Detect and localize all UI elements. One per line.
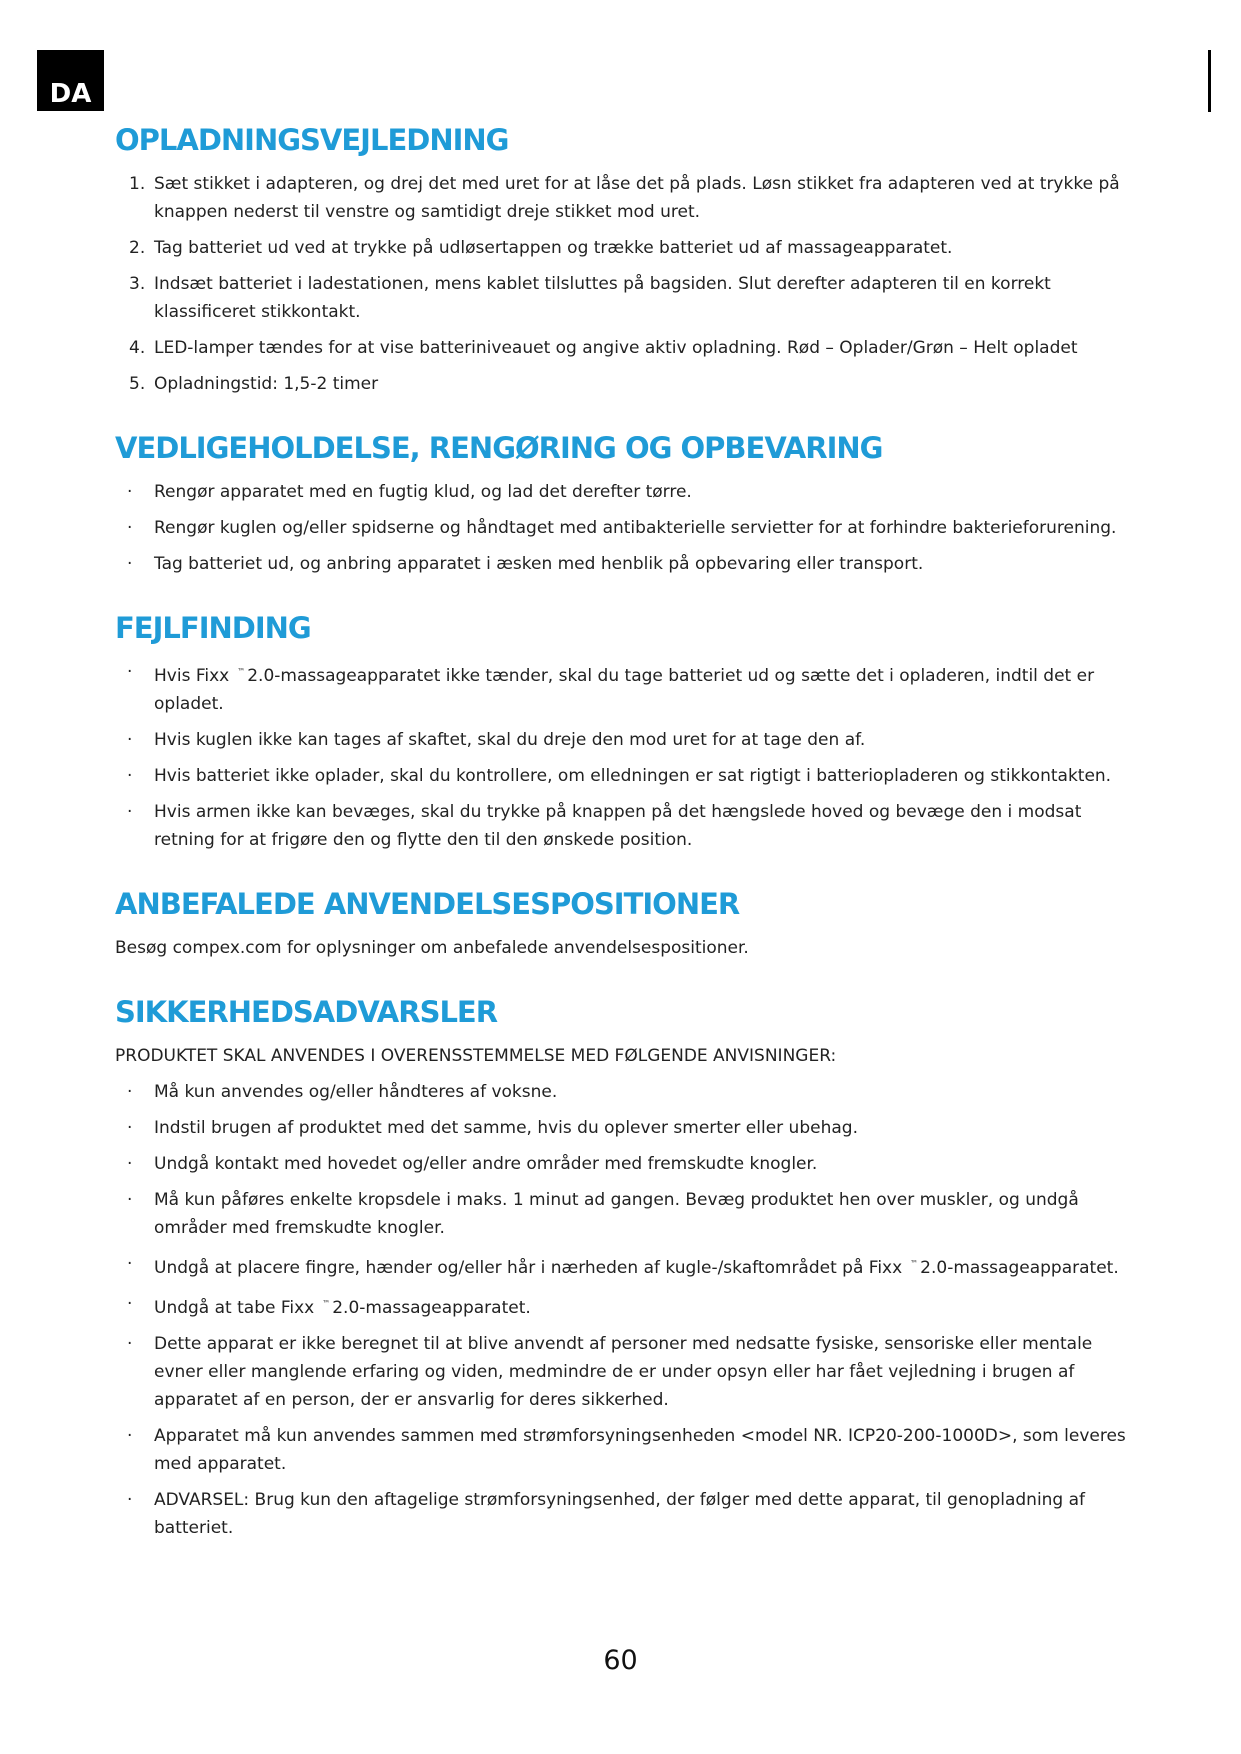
list-item-text: Dette apparat er ikke beregnet til at blive anvendt af personer med nedsatte fysiske, sensoriske eller mentale evner eller manglende erfaring og viden, medmindre de er under opsyn eller har fået vejledning i brugen af apparatet af en person, der er ansvarlig for deres sikkerhed. [154, 1334, 1093, 1410]
safety-section [115, 992, 1135, 1542]
list-item [115, 1330, 1135, 1414]
safety-intro: PRODUKTET SKAL ANVENDES I OVERENSSTEMMELSE MED FØLGENDE ANVISNINGER: [115, 1046, 837, 1066]
charging-section [115, 120, 1135, 398]
list-item [115, 658, 1135, 718]
list-number: 5. [129, 374, 146, 394]
list-item-text: Undgå kontakt med hovedet og/eller andre områder med fremskudte knogler. [154, 1154, 818, 1174]
bullet-marker: · [127, 1490, 133, 1510]
list-item-text: Opladningstid: 1,5-2 timer [154, 374, 379, 394]
list-number: 1. [129, 174, 146, 194]
list-item-text: Apparatet må kun anvendes sammen med strømforsyningsenheden <model NR. ICP20-200-1000D>, som leveres med apparatet. [154, 1426, 1126, 1474]
charging-heading: OPLADNINGSVEJLEDNING [115, 123, 509, 157]
charging-list [115, 170, 1135, 398]
list-item-text-end: 2.0-massageapparatet ikke tænder, skal du tage batteriet ud og sætte det i opladeren, indtil det er opladet. [154, 666, 1095, 714]
corner-rule [1208, 50, 1211, 112]
list-item [115, 1250, 1135, 1282]
trademark-symbol: ™ [910, 1259, 919, 1268]
safety-list [115, 1078, 1135, 1542]
page-number: 60 [603, 1645, 638, 1676]
bullet-marker: · [127, 662, 133, 682]
list-item [115, 370, 1135, 398]
list-item [115, 1150, 1135, 1178]
list-number: 3. [129, 274, 146, 294]
list-item-text: LED-lamper tændes for at vise batteriniveauet og angive aktiv opladning. Rød – Oplader/Grøn – Helt opladet [154, 338, 1078, 358]
bullet-marker: · [127, 1426, 133, 1446]
bullet-marker: · [127, 802, 133, 822]
list-item [115, 1078, 1135, 1106]
list-item-text: Indstil brugen af produktet med det samme, hvis du oplever smerter eller ubehag. [154, 1118, 858, 1138]
list-item [115, 550, 1135, 578]
list-item-text-start: Undgå at tabe Fixx [154, 1298, 315, 1318]
troubleshooting-heading: FEJLFINDING [115, 611, 311, 645]
list-item [115, 514, 1135, 542]
list-item-text: Hvis kuglen ikke kan tages af skaftet, skal du dreje den mod uret for at tage den af. [154, 730, 866, 750]
language-badge [37, 50, 104, 111]
list-item [115, 170, 1135, 226]
list-item-text-start: Hvis Fixx [154, 666, 230, 686]
troubleshooting-section [115, 608, 1135, 854]
bullet-marker: · [127, 554, 133, 574]
maintenance-heading: VEDLIGEHOLDELSE, RENGØRING OG OPBEVARING [115, 431, 883, 465]
bullet-marker: · [127, 1334, 133, 1354]
maintenance-section [115, 428, 1135, 578]
positions-text: Besøg compex.com for oplysninger om anbefalede anvendelsespositioner. [115, 938, 749, 958]
list-item [115, 762, 1135, 790]
list-item [115, 1422, 1135, 1478]
bullet-marker: · [127, 1254, 133, 1274]
positions-section [115, 884, 1135, 962]
list-item [115, 726, 1135, 754]
bullet-marker: · [127, 1294, 133, 1314]
list-number: 2. [129, 238, 146, 258]
bullet-marker: · [127, 1190, 133, 1210]
list-item [115, 478, 1135, 506]
list-item [115, 270, 1135, 326]
list-item-text: Tag batteriet ud, og anbring apparatet i æsken med henblik på opbevaring eller transport. [154, 554, 924, 574]
list-item-text: Indsæt batteriet i ladestationen, mens kablet tilsluttes på bagsiden. Slut derefter adapteren til en korrekt klassificeret stikkontakt. [154, 274, 1051, 322]
list-item-text: Rengør apparatet med en fugtig klud, og lad det derefter tørre. [154, 482, 692, 502]
bullet-marker: · [127, 1118, 133, 1138]
list-item [115, 1114, 1135, 1142]
bullet-marker: · [127, 766, 133, 786]
bullet-marker: · [127, 730, 133, 750]
troubleshooting-list [115, 658, 1135, 854]
list-item-text: ADVARSEL: Brug kun den aftagelige strømforsyningsenhed, der følger med dette apparat, til genopladning af batteriet. [154, 1490, 1086, 1538]
list-item-text-end: 2.0-massageapparatet. [332, 1298, 531, 1318]
bullet-marker: · [127, 518, 133, 538]
list-item-text: Hvis armen ikke kan bevæges, skal du trykke på knappen på det hængslede hoved og bevæge den i modsat retning for at frigøre den og flytte den til den ønskede position. [154, 802, 1082, 850]
bullet-marker: · [127, 482, 133, 502]
trademark-symbol: ™ [237, 667, 246, 676]
language-code: DA [49, 79, 92, 109]
list-item-text: Tag batteriet ud ved at trykke på udløsertappen og trække batteriet ud af massageapparatet. [154, 238, 953, 258]
list-item-text: Må kun anvendes og/eller håndteres af voksne. [154, 1082, 558, 1102]
list-item-text: Må kun påføres enkelte kropsdele i maks. 1 minut ad gangen. Bevæg produktet hen over muskler, og undgå områder med fremskudte knogler. [154, 1190, 1079, 1238]
positions-heading: ANBEFALEDE ANVENDELSESPOSITIONER [115, 887, 740, 921]
list-item [115, 334, 1135, 362]
safety-heading: SIKKERHEDSADVARSLER [115, 995, 498, 1029]
list-item [115, 1290, 1135, 1322]
list-item [115, 1486, 1135, 1542]
trademark-symbol: ™ [322, 1299, 331, 1308]
list-item-text-end: 2.0-massageapparatet. [920, 1258, 1119, 1278]
list-item [115, 798, 1135, 854]
bullet-marker: · [127, 1082, 133, 1102]
page-content [115, 120, 1135, 1572]
list-item [115, 1186, 1135, 1242]
bullet-marker: · [127, 1154, 133, 1174]
list-item-text-start: Undgå at placere fingre, hænder og/eller hår i nærheden af kugle-/skaftområdet på Fixx [154, 1258, 903, 1278]
maintenance-list [115, 478, 1135, 578]
list-item-text: Hvis batteriet ikke oplader, skal du kontrollere, om elledningen er sat rigtigt i batteriopladeren og stikkontakten. [154, 766, 1112, 786]
list-number: 4. [129, 338, 146, 358]
list-item-text: Rengør kuglen og/eller spidserne og håndtaget med antibakterielle servietter for at forhindre bakterieforurening. [154, 518, 1117, 538]
list-item [115, 234, 1135, 262]
list-item-text: Sæt stikket i adapteren, og drej det med uret for at låse det på plads. Løsn stikket fra adapteren ved at trykke på knappen nederst til venstre og samtidigt dreje stikket mod uret. [154, 174, 1120, 222]
